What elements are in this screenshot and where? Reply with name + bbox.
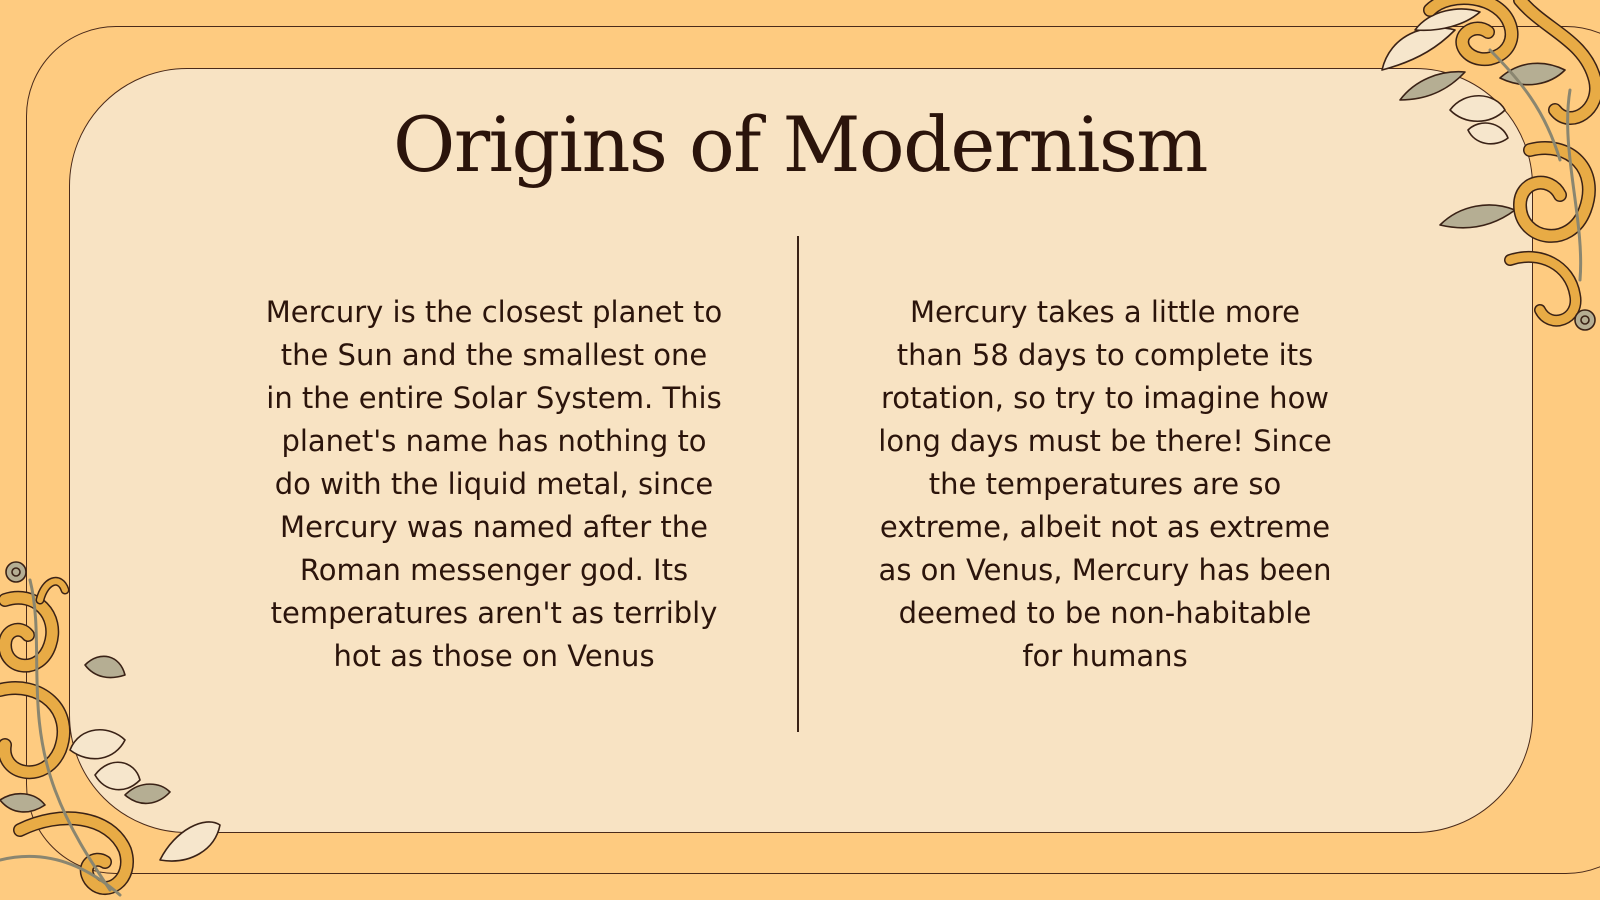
right-column-text: Mercury takes a little more than 58 days to complete its rotation, so try to imagine how long days must be there! Since the temperatures are so extreme, albeit not as extreme as on Venus, Mercury has been deemed to be non-habitable for humans — [878, 295, 1332, 673]
floral-ornament-bottom-left-icon — [0, 560, 230, 900]
floral-ornament-top-right-icon — [1370, 0, 1600, 340]
column-divider — [797, 236, 799, 732]
left-column-text: Mercury is the closest planet to the Sun and the smallest one in the entire Solar System. This planet's name has nothing to do with the liquid metal, since Mercury was named after the Roman messenger god. Its temperatures aren't as terribly hot as those on Venus — [265, 295, 723, 673]
slide-title: Origins of Modernism — [393, 100, 1207, 189]
